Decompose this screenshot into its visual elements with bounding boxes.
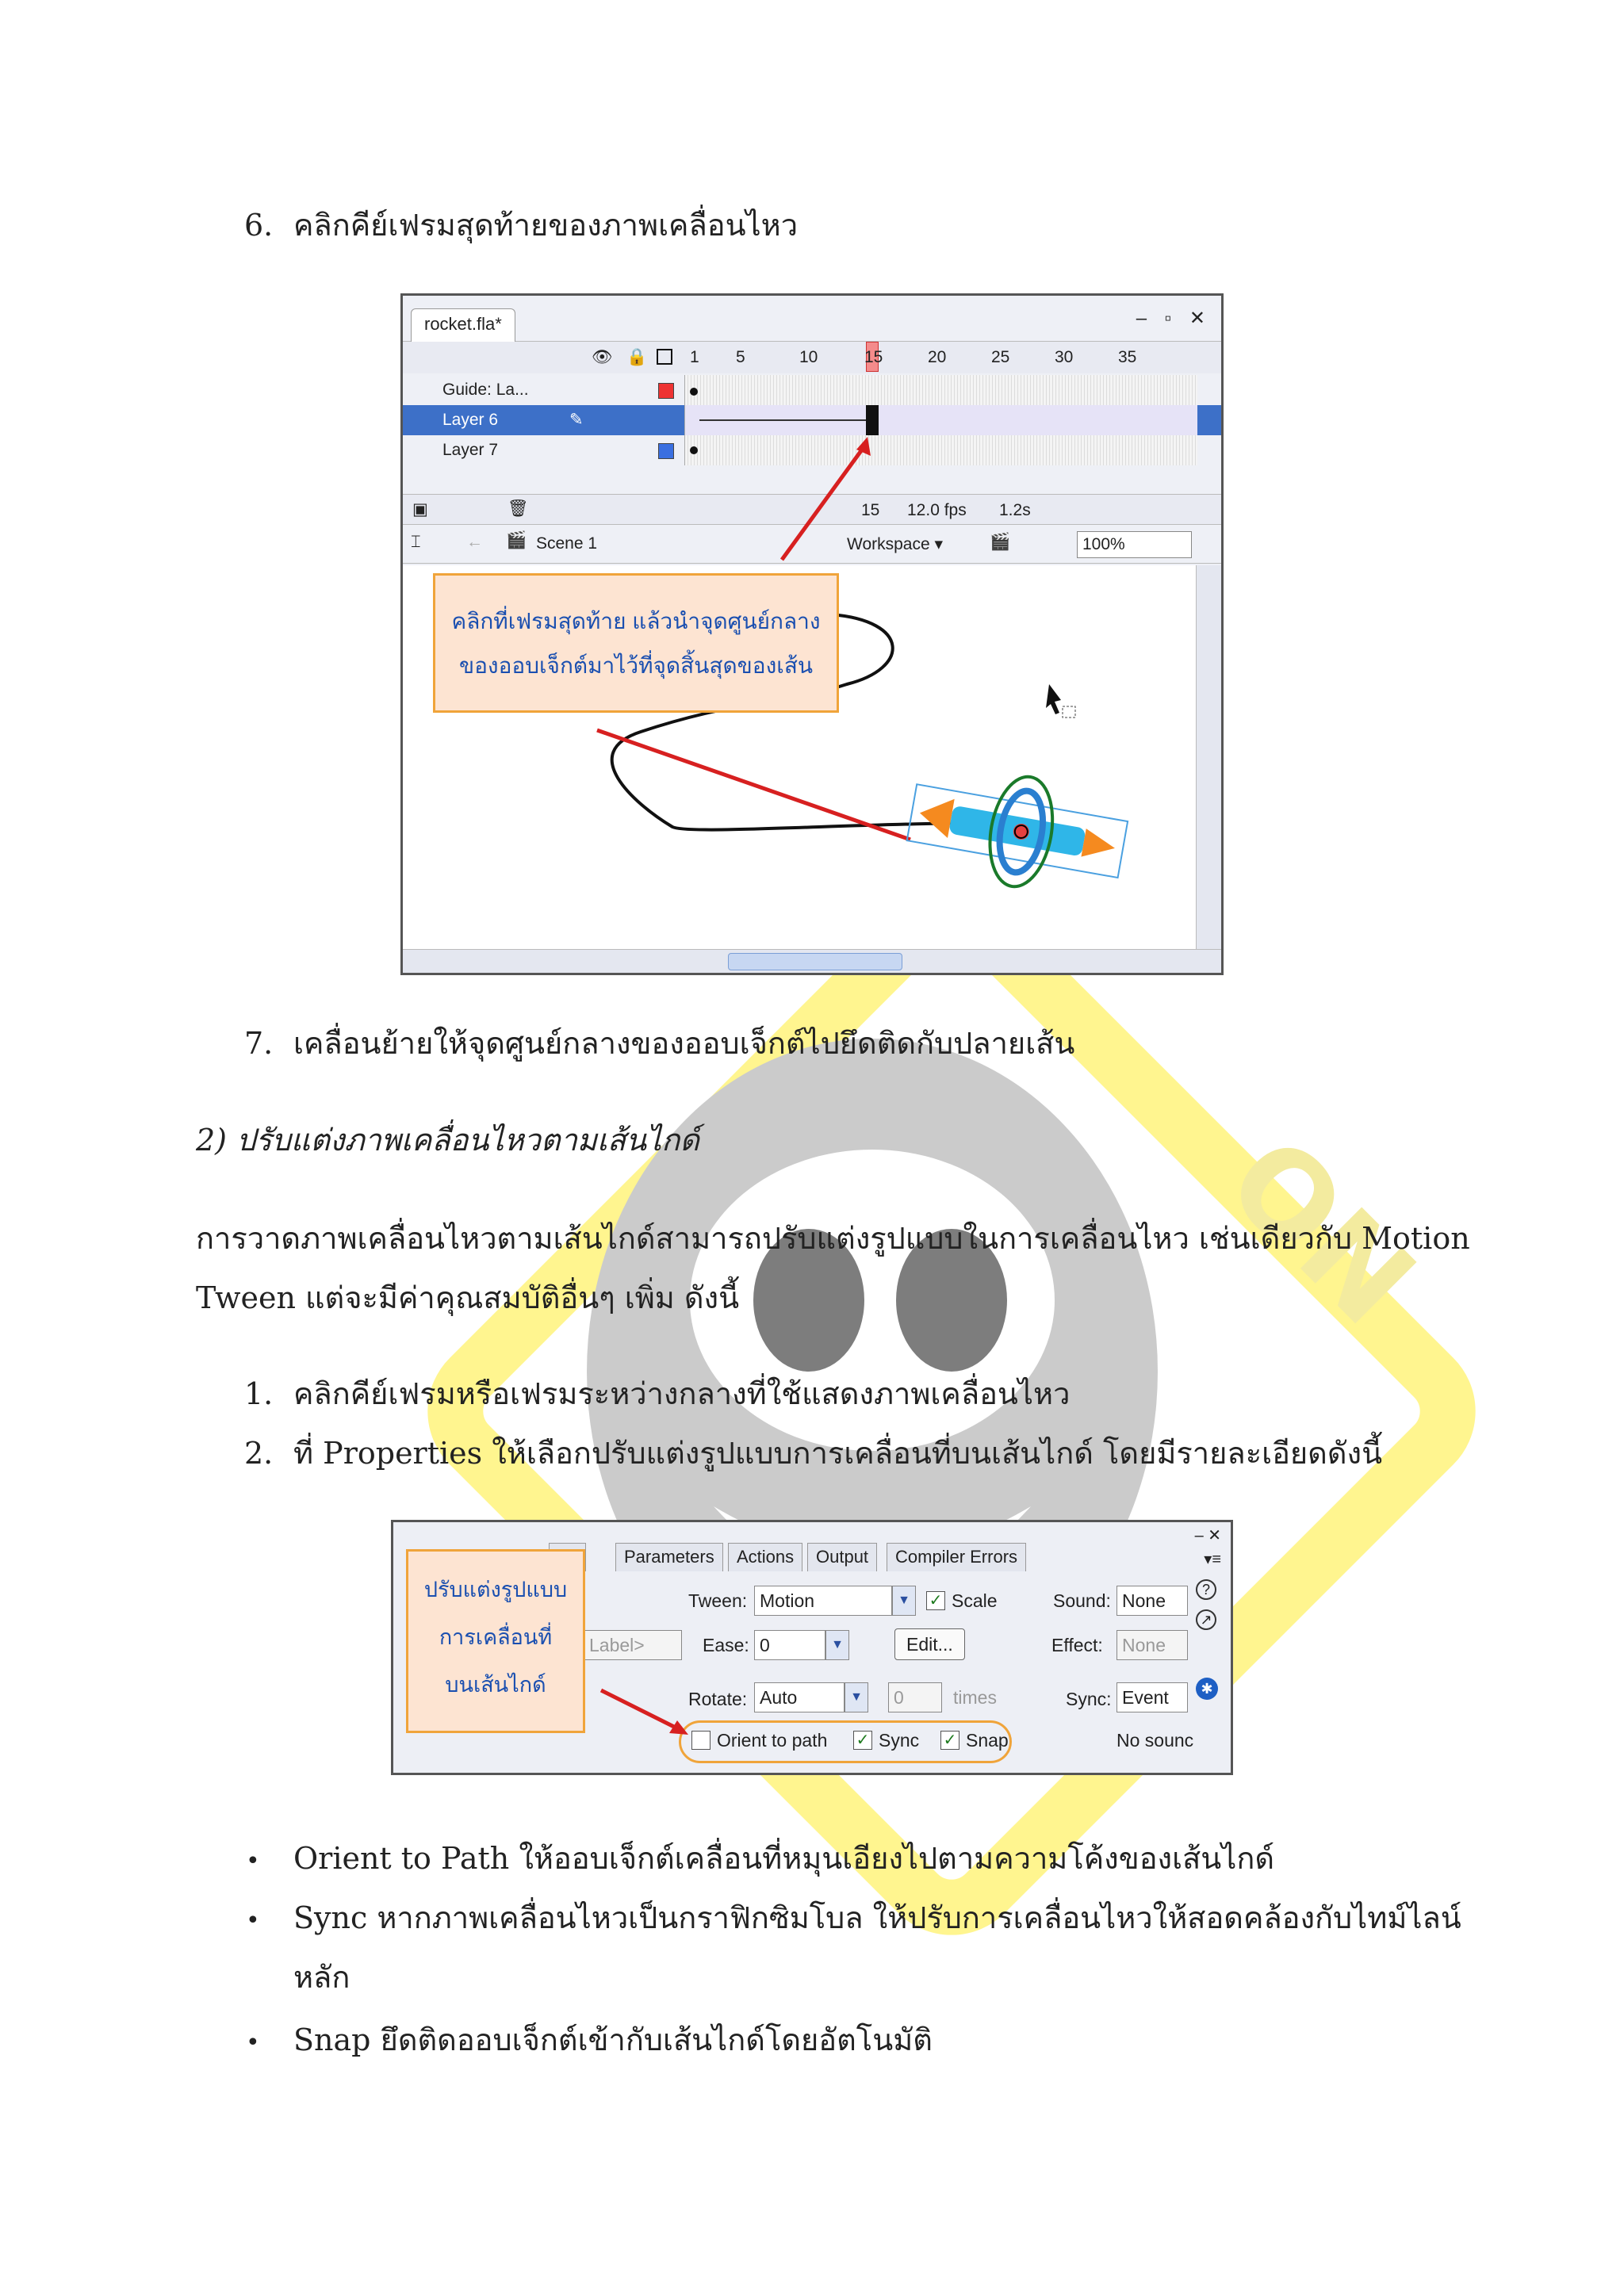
- frame-number: 1: [690, 348, 699, 366]
- tab-parameters[interactable]: Parameters: [615, 1543, 723, 1571]
- layer-row-layer6[interactable]: Layer 6 ✎: [403, 405, 1221, 435]
- times-input[interactable]: 0: [888, 1682, 942, 1712]
- delete-layer-icon[interactable]: 🗑: [508, 499, 529, 518]
- frame-number: 20: [928, 348, 947, 366]
- document-tab[interactable]: rocket.fla*: [411, 308, 515, 342]
- list-item: 1. คลิกคีย์เฟรมหรือเฟรมระหว่างกลางที่ใช้แสดงภาพเคลื่อนไหว: [244, 1376, 1071, 1411]
- clapper-icon: 🎬: [506, 531, 527, 549]
- frame-rate: 12.0 fps: [907, 501, 967, 519]
- edit-scene-icon[interactable]: ⌶: [411, 533, 421, 551]
- bullet-icon: •: [246, 1907, 260, 1934]
- tween-select[interactable]: Motion: [754, 1586, 892, 1616]
- panel-callout: ปรับแต่งรูปแบบ การเคลื่อนที่ บนเส้นไกด์: [406, 1549, 585, 1733]
- ease-input[interactable]: 0: [754, 1630, 825, 1660]
- rotate-label: Rotate:: [688, 1689, 748, 1709]
- paragraph-line: การวาดภาพเคลื่อนไหวตามเส้นไกด์สามารถปรับแต่งรูปแบบในการเคลื่อนไหว เช่นเดียวกับ Motion: [196, 1221, 1470, 1256]
- step-6: 6. คลิกคีย์เฟรมสุดท้ายของภาพเคลื่อนไหว: [244, 208, 799, 243]
- paragraph-line: Tween แต่จะมีค่าคุณสมบัติอื่นๆ เพิ่ม ดังนี้: [196, 1280, 740, 1315]
- frame-number: 15: [864, 348, 883, 366]
- frame-number: 10: [799, 348, 818, 366]
- tab-actions[interactable]: Actions: [728, 1543, 802, 1571]
- frame-number: 35: [1118, 348, 1137, 366]
- workspace-menu[interactable]: Workspace ▾: [847, 535, 944, 553]
- sync-checkbox[interactable]: ✓: [853, 1731, 872, 1750]
- help-icon[interactable]: ?: [1196, 1579, 1216, 1600]
- sync-select[interactable]: Event: [1116, 1682, 1188, 1712]
- expand-icon[interactable]: ↗: [1196, 1609, 1216, 1630]
- layer-row-guide[interactable]: Guide: La...: [403, 375, 1221, 405]
- snap-label: Snap: [966, 1730, 1009, 1751]
- rotate-select[interactable]: Auto: [754, 1682, 845, 1712]
- back-arrow-icon[interactable]: ←: [466, 533, 483, 551]
- panel-window-controls[interactable]: – ✕: [1194, 1527, 1221, 1544]
- window-controls[interactable]: – ▫ ✕: [1136, 308, 1212, 329]
- svg-text:ON: ON: [1201, 1112, 1441, 1352]
- sound-label: Sound:: [1053, 1590, 1111, 1611]
- times-label: times: [953, 1687, 997, 1708]
- sound-select[interactable]: None: [1116, 1586, 1188, 1616]
- bullet-item-continuation: หลัก: [293, 1960, 350, 1995]
- edit-button[interactable]: Edit...: [894, 1628, 965, 1660]
- lock-icon[interactable]: 🔒: [626, 348, 648, 366]
- pencil-icon: ✎: [569, 411, 584, 429]
- elapsed-time: 1.2s: [999, 501, 1031, 519]
- sync-label: Sync:: [1066, 1689, 1112, 1709]
- sync-checkbox-label: Sync: [879, 1730, 920, 1751]
- scale-label: Scale: [952, 1590, 998, 1611]
- accessibility-icon[interactable]: ✱: [1196, 1678, 1218, 1700]
- layer-row-layer7[interactable]: Layer 7: [403, 435, 1221, 465]
- tween-dropdown-arrow[interactable]: ▼: [892, 1586, 916, 1616]
- scene-name[interactable]: Scene 1: [536, 534, 598, 553]
- orient-to-path-label: Orient to path: [717, 1730, 828, 1751]
- properties-panel: [391, 1520, 1233, 1775]
- snap-checkbox[interactable]: ✓: [940, 1731, 959, 1750]
- ease-label: Ease:: [703, 1635, 749, 1655]
- current-frame: 15: [861, 501, 880, 519]
- eye-icon[interactable]: 👁: [592, 348, 613, 366]
- no-sound-text: No sounc: [1116, 1730, 1194, 1751]
- tab-output[interactable]: Output: [807, 1543, 877, 1571]
- rotate-dropdown-arrow[interactable]: ▼: [845, 1682, 868, 1712]
- tween-label: Tween:: [688, 1590, 748, 1611]
- bullet-icon: •: [246, 1847, 260, 1875]
- scale-checkbox[interactable]: ✓: [926, 1591, 945, 1610]
- ease-dropdown-arrow[interactable]: ▼: [825, 1630, 849, 1660]
- bullet-item: Orient to Path ให้ออบเจ็กต์เคลื่อนที่หมุนเอียงไปตามความโค้งของเส้นไกด์: [293, 1841, 1275, 1876]
- bullet-icon: •: [246, 2029, 260, 2057]
- zoom-field[interactable]: 100%: [1077, 531, 1192, 558]
- effect-select[interactable]: None: [1116, 1630, 1188, 1660]
- frame-number: 5: [736, 348, 745, 366]
- frame-label-input[interactable]: Label>: [584, 1630, 682, 1660]
- step-7: 7. เคลื่อนย้ายให้จุดศูนย์กลางของออบเจ็กต์ไปยึดติดกับปลายเส้น: [244, 1026, 1075, 1061]
- effect-label: Effect:: [1051, 1635, 1103, 1655]
- panel-menu-icon[interactable]: ▾≡: [1204, 1551, 1221, 1568]
- add-layer-icon[interactable]: ▣: [412, 500, 428, 519]
- frame-number: 30: [1055, 348, 1074, 366]
- bullet-item: Snap ยึดติดออบเจ็กต์เข้ากับเส้นไกด์โดยอัตโนมัติ: [293, 2022, 933, 2057]
- section-heading: 2) ปรับแต่งภาพเคลื่อนไหวตามเส้นไกด์: [196, 1123, 699, 1158]
- red-pointer-arrow: [403, 296, 1226, 978]
- tab-compiler-errors[interactable]: Compiler Errors: [887, 1543, 1026, 1571]
- frame-number: 25: [991, 348, 1010, 366]
- edit-symbols-icon[interactable]: 🎬: [990, 533, 1011, 551]
- bullet-item: Sync หากภาพเคลื่อนไหวเป็นกราฟิกซิมโบล ให้ปรับการเคลื่อนไหวให้สอดคล้องกับไทม์ไลน์: [293, 1900, 1461, 1935]
- list-item: 2. ที่ Properties ให้เลือกปรับแต่งรูปแบบการเคลื่อนที่บนเส้นไกด์ โดยมีรายละเอียดดังนี้: [244, 1436, 1383, 1471]
- stage-callout: คลิกที่เฟรมสุดท้าย แล้วนำจุดศูนย์กลาง ของออบเจ็กต์มาไว้ที่จุดสิ้นสุดของเส้น: [433, 573, 839, 713]
- flash-document-window: [400, 293, 1224, 975]
